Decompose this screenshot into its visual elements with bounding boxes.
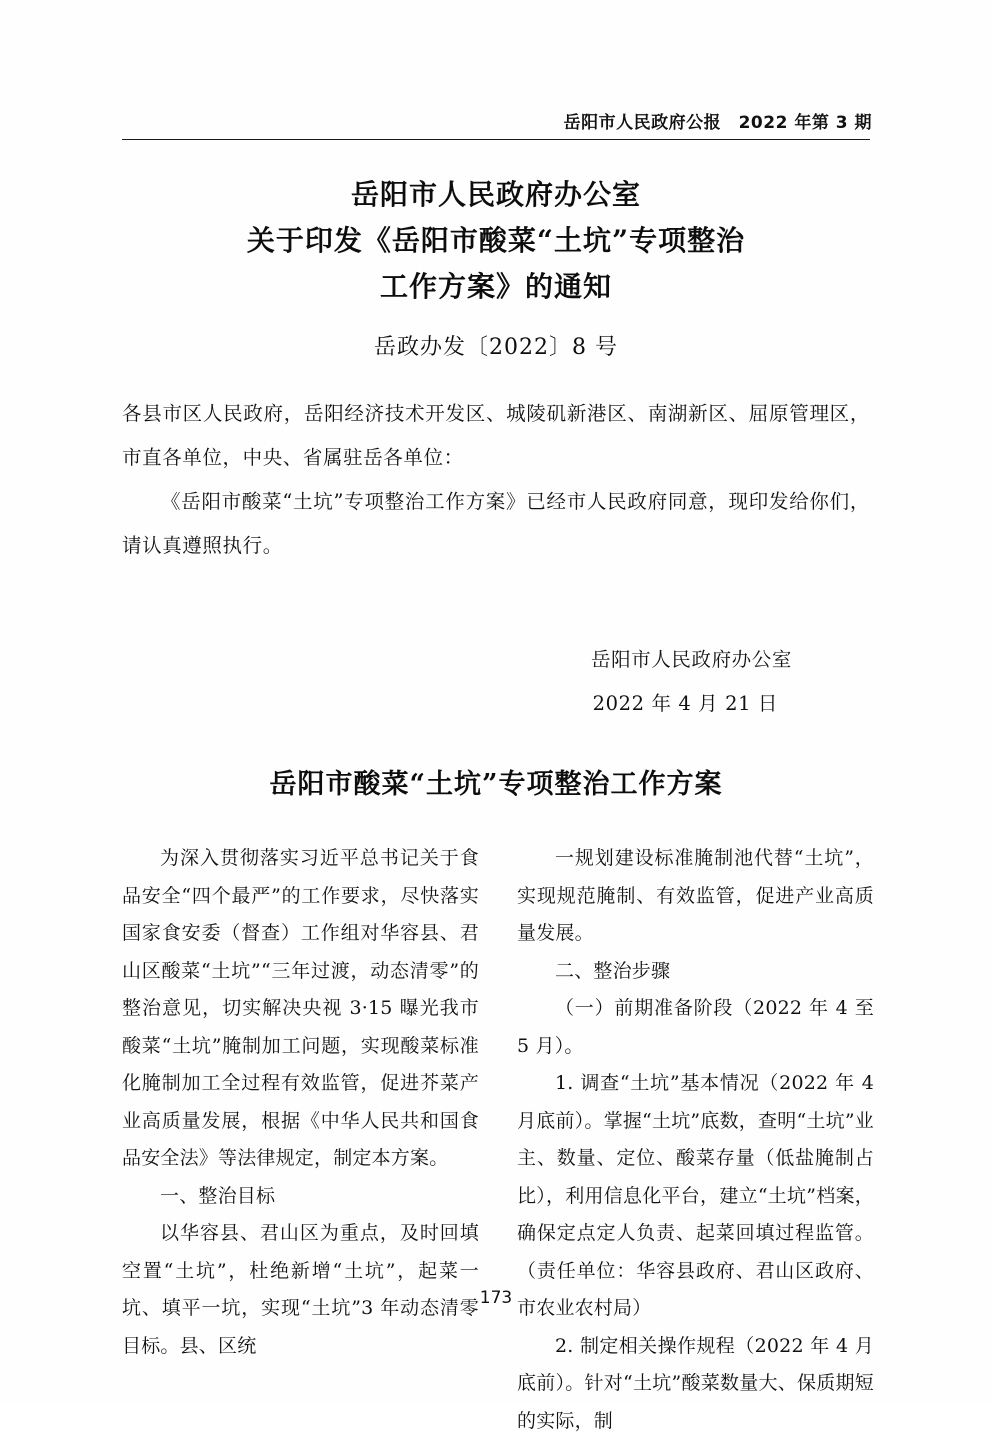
signature-block: [122, 638, 870, 726]
document-number: 岳政办发〔2022〕8 号: [0, 330, 992, 361]
signature-issuer: 岳阳市人民政府办公室: [122, 638, 792, 682]
header-rule: [122, 139, 870, 140]
paragraph: 以华容县、君山区为重点，及时回填空置“土坑”，杜绝新增“土坑”，起菜一坑、填平一坑，实现“土坑”3 年动态清零目标。县、区统: [122, 1215, 479, 1365]
document-title-line-1: 岳阳市人民政府办公室: [130, 172, 862, 218]
page-number: 173: [0, 1288, 992, 1308]
document-title: [130, 172, 862, 310]
paragraph: 1. 调查“土坑”基本情况（2022 年 4 月底前）。掌握“土坑”底数，查明“土坑”业主、数量、定位、酸菜存量（低盐腌制占比），利用信息化平台，建立“土坑”档案，确保定点定人负责、起菜回填过程监管。（责任单位：华容县政府、君山区政府、市农业农村局）: [517, 1065, 874, 1328]
notice-body: [122, 392, 870, 568]
signature-date: 2022 年 4 月 21 日: [122, 682, 792, 726]
right-column: [517, 840, 874, 1280]
paragraph: 二、整治步骤: [517, 953, 874, 991]
paragraph: 一规划建设标准腌制池代替“土坑”，实现规范腌制、有效监管，促进产业高质量发展。: [517, 840, 874, 953]
running-head: 岳阳市人民政府公报 2022 年第 3 期: [120, 108, 872, 133]
document-title-line-2: 关于印发《岳阳市酸菜“土坑”专项整治: [130, 218, 862, 264]
two-column-body: [122, 840, 874, 1280]
plan-title: 岳阳市酸菜“土坑”专项整治工作方案: [0, 762, 992, 801]
paragraph: 2. 制定相关操作规程（2022 年 4 月底前）。针对“土坑”酸菜数量大、保质期短的实际，制: [517, 1328, 874, 1440]
document-title-line-3: 工作方案》的通知: [130, 264, 862, 310]
left-column: [122, 840, 479, 1280]
notice-addressee: 各县市区人民政府，岳阳经济技术开发区、城陵矶新港区、南湖新区、屈原管理区，市直各单位，中央、省属驻岳各单位：: [122, 392, 870, 480]
notice-paragraph: 《岳阳市酸菜“土坑”专项整治工作方案》已经市人民政府同意，现印发给你们，请认真遵照执行。: [122, 480, 870, 568]
paragraph: （一）前期准备阶段（2022 年 4 至 5 月）。: [517, 990, 874, 1065]
paragraph: 一、整治目标: [122, 1178, 479, 1216]
paragraph: 为深入贯彻落实习近平总书记关于食品安全“四个最严”的工作要求，尽快落实国家食安委（督查）工作组对华容县、君山区酸菜“土坑”“三年过渡，动态清零”的整治意见，切实解决央视 3·15 曝光我市酸菜“土坑”腌制加工问题，实现酸菜标准化腌制加工全过程有效监管，促进芥菜产业高质量发展，根据《中华人民共和国食品安全法》等法律规定，制定本方案。: [122, 840, 479, 1178]
